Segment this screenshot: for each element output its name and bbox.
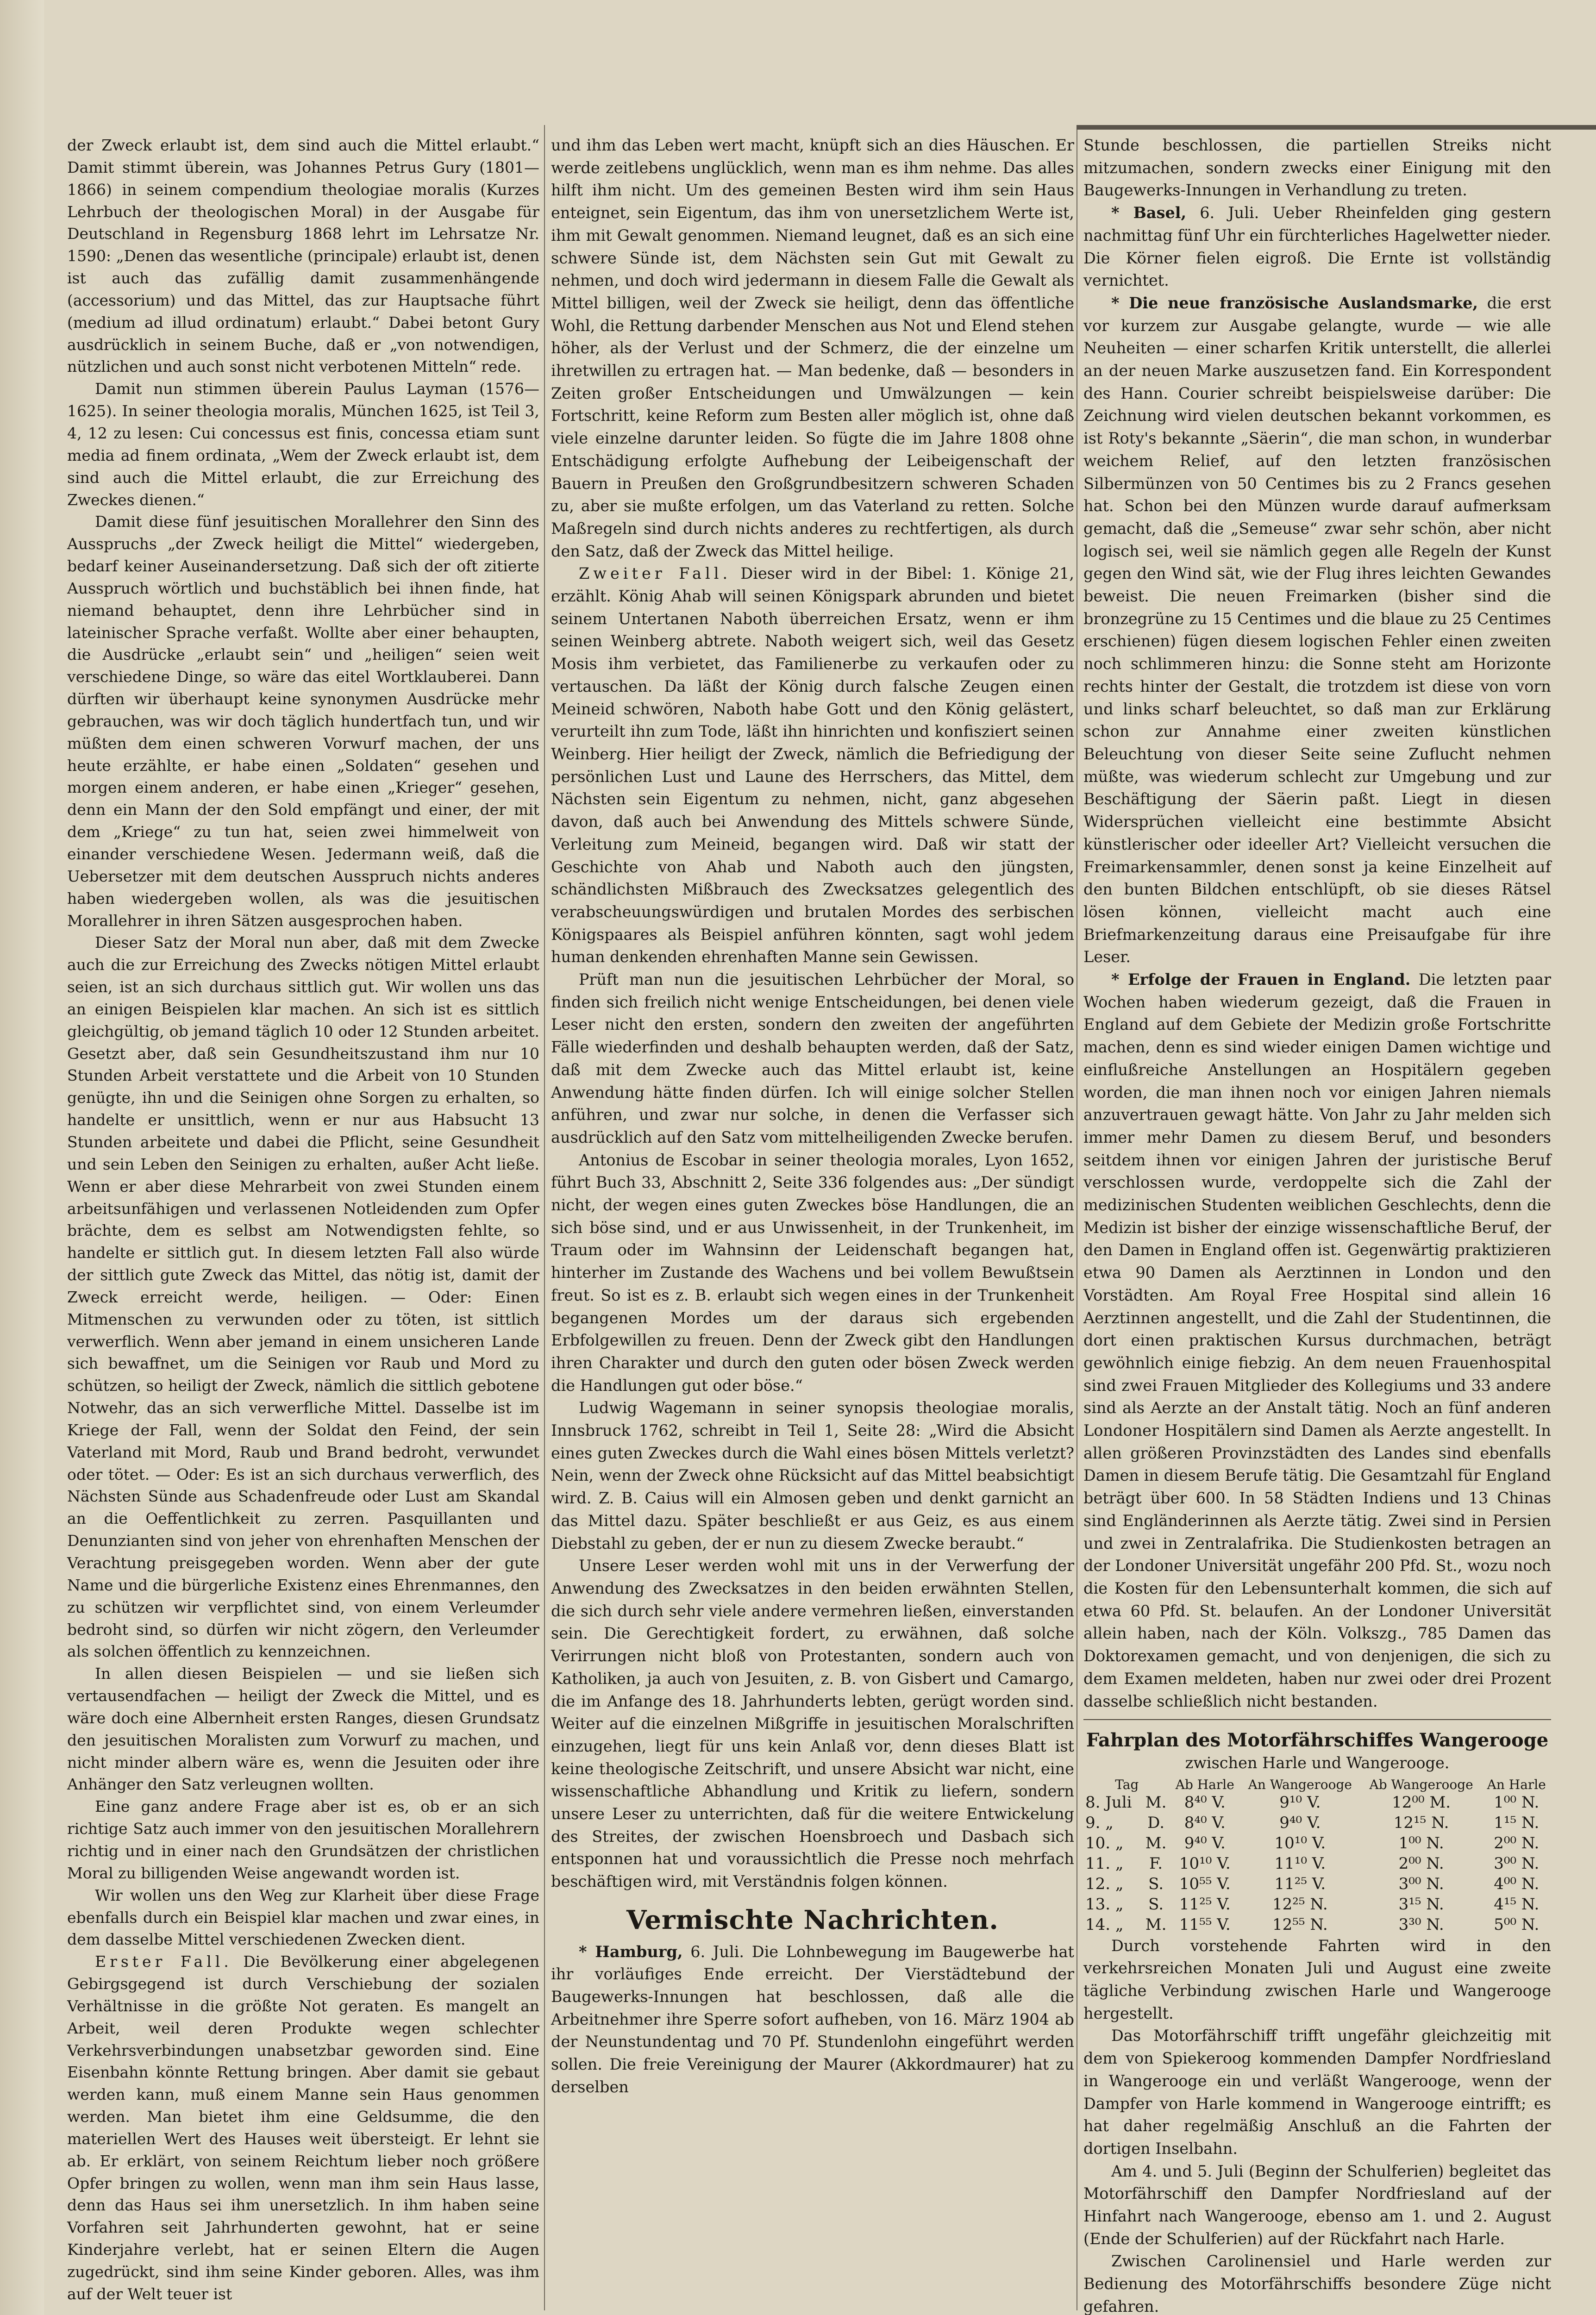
cell-time: 12⁰⁰ M. <box>1392 1793 1451 1812</box>
newspaper-page <box>44 0 1596 2315</box>
erster-fall-text: Die Bevölkerung einer abgelegenen Gebirgsgegend ist durch Verschiebung der sozialen Verhältnisse in die größte Not geraten. Es mangelt an Arbeit, weil deren Produkte wegen schlechter Verkehrsverbindungen unabsetzbar geworden sind. Eine Eisenbahn könnte Rettung bringen. Aber damit sie gebaut werden kann, muß einem Manne sein Haus genommen werden. Man bietet ihm eine Geldsumme, die den materiellen Wert des Hauses weit übersteigt. Er lehnt sie ab. Er erklärt, von seinem Reichtum lieber noch größere Opfer bringen zu wollen, wenn man ihm sein Haus lasse, denn das Haus sei ihm unersetzlich. In ihm haben seine Vorfahren seit Jahrhunderten gewohnt, hat er seine Kinderjahre verlebt, hat er seinen Eltern die Augen zugedrückt, sind ihm seine Kinder geboren. Alles, was ihm auf der Welt teuer ist <box>67 1952 539 2303</box>
erster-fall-paragraph <box>67 1951 539 2305</box>
frauen-paragraph <box>1083 969 1551 1713</box>
cell-time: 1¹⁵ N. <box>1494 1813 1540 1832</box>
cell-time: 3⁰⁰ N. <box>1494 1854 1540 1873</box>
zweiter-fall-text: Dieser wird in der Bibel: 1. Könige 21, erzählt. König Ahab will seinen Königspark abrunden und bietet seinem Untertanen Naboth überreichen Ersatz, wenn er ihm seinen Weinberg abtrete. Naboth weigert sich, weil das Gesetz Mosis ihm verbietet, das Familienerbe zu verkaufen oder zu vertauschen. Da läßt der König durch falsche Zeugen einen Meineid schwören, Naboth habe Gott und den König gelästert, verurteilt ihn zum Tode, läßt ihn hinrichten und konfisziert seinen Weinberg. Hier heiligt der Zweck, nämlich die Befriedigung der persönlichen Lust und Laune des Herrschers, das Mittel, dem Nächsten sein Eigentum zu nehmen, nicht, ganz abgesehen davon, daß auch bei Anwendung des Mittels schwere Sünde, Verleitung zum Meineid, begangen wird. Daß wir statt der Geschichte von Ahab und Naboth auch den jüngsten, schändlichsten Mißbrauch des Zwecksatzes gelegentlich des verabscheuungswürdigen und brutalen Mordes des serbischen Königspaares als Beispiel anführen könnten, sagt wohl jedem human denkenden ehrenhaften Manne sein Gewissen. <box>551 564 1074 966</box>
cell-date: 11. „ <box>1085 1854 1124 1873</box>
timetable <box>1083 1777 1551 1935</box>
cell-time: 9¹⁰ V. <box>1279 1793 1321 1812</box>
cell-time: 1⁰⁰ N. <box>1398 1833 1444 1852</box>
table-row <box>1083 1833 1551 1853</box>
cell-time: 3⁰⁰ N. <box>1398 1874 1444 1893</box>
cell-time: 9⁴⁰ V. <box>1279 1813 1321 1832</box>
paragraph: Durch vorstehende Fahrten wird in den verkehrsreichen Monaten Juli und August eine zweite tägliche Verbindung zwischen Harle und Wangerooge hergestellt. <box>1083 1936 1551 2022</box>
paragraph: Antonius de Escobar in seiner theologia morales, Lyon 1652, führt Buch 33, Abschnitt 2, Seite 336 folgendes aus: „Der sündigt nicht, der wegen eines guten Zweckes böse Handlungen, die an sich böse sind, und er aus Unwissenheit, in der Trunkenheit, im Traum oder im Wahnsinn der Leidenschaft begangen hat, hinterher im Zustande des Wachens und bei vollem Bewußtsein freut. So ist es z. B. erlaubt sich wegen eines in der Trunkenheit begangenen Mordes um der daraus sich ergebenden Erbfolgewillen zu freuen. Denn der Zweck gibt den Handlungen ihren Charakter und durch den guten oder bösen Zweck werden die Handlungen gut oder böse.“ <box>551 1151 1074 1395</box>
header-an-harle: An Harle <box>1487 1777 1546 1792</box>
hamburg-text: 6. Juli. Die Lohnbewegung im Baugewerbe hat ihr vorläufiges Ende erreicht. Der Vierstädtebund der Baugewerks-Innungen hat beschlossen, daß alle die Arbeitnehmer ihre Sperre sofort aufheben, von 16. März 1904 ab der Neunstundentag und 70 Pf. Stundenlohn eingeführt werden sollen. Die freie Vereinigung der Maurer (Akkordmaurer) hat zu derselben <box>551 1942 1074 2096</box>
cell-time: 11¹⁰ V. <box>1274 1854 1326 1873</box>
frauen-title: * Erfolge der Frauen in England. <box>1111 970 1411 989</box>
section-heading: Vermischte Nachrichten. <box>626 1904 999 1935</box>
cell-weekday: F. <box>1149 1854 1163 1873</box>
column-rule-1 <box>544 125 545 2310</box>
top-rule <box>1077 125 1596 130</box>
cell-time: 2⁰⁰ N. <box>1494 1833 1540 1852</box>
table-row <box>1083 1894 1551 1915</box>
cell-time: 8⁴⁰ V. <box>1184 1793 1226 1812</box>
table-row <box>1083 1915 1551 1935</box>
cell-time: 2⁰⁰ N. <box>1398 1854 1444 1873</box>
header-day: Tag <box>1115 1777 1139 1792</box>
cell-time: 11⁵⁵ V. <box>1179 1915 1231 1934</box>
paragraph: Ludwig Wagemann in seiner synopsis theologiae moralis, Innsbruck 1762, schreibt in Teil 1, Seite 28: „Wird die Absicht eines guten Zweckes durch die Wahl eines bösen Mittels verletzt? Nein, wenn der Zweck ohne Rücksicht auf das Mittel beabsichtigt wird. Z. B. Caius will ein Almosen geben und denkt garnicht an das Mittel dazu. Später beschließt er aus Geiz, es aus einem Diebstahl zu geben, der er nun zu diesem Zwecke beraubt.“ <box>551 1399 1074 1552</box>
cell-time: 1⁰⁰ N. <box>1494 1793 1540 1812</box>
cell-time: 5⁰⁰ N. <box>1494 1915 1540 1934</box>
paragraph: Das Motorfährschiff trifft ungefähr gleichzeitig mit dem von Spiekeroog kommenden Dampfer Nordfriesland in Wangerooge ein und verläßt Wangerooge, wenn der Dampfer von Harle kommend in Wangerooge eintrifft; es hat daher regelmäßig Anschluß an die Fahrten der dortigen Inselbahn. <box>1083 2027 1551 2158</box>
cell-time: 3³⁰ N. <box>1398 1915 1444 1934</box>
paragraph: Damit diese fünf jesuitischen Morallehrer den Sinn des Ausspruchs „der Zweck heiligt die Mittel“ wiedergeben, bedarf keiner Auseinandersetzung. Daß sich der oft zitierte Ausspruch wörtlich und buchstäblich bei ihnen finde, hat niemand behauptet, denn ihre Lehrbücher sind in lateinischer Sprache verfaßt. Wollte aber einer behaupten, die Ausdrücke „erlaubt sein“ und „heiligen“ seien weit verschiedene Dinge, so wäre das eitel Wortklauberei. Dann dürften wir überhaupt keine synonymen Ausdrücke mehr gebrauchen, was wir doch täglich hundertfach tun, und wir müßten dem einen schweren Vorwurf machen, der uns heute erzählte, er habe einen „Soldaten“ gesehen und morgen einem anderen, er habe einen „Krieger“ gesehen, denn ein Mann der den Sold empfängt und einer, der mit dem „Kriege“ zu tun hat, seien zwei himmelweit von einander verschiedene Wesen. Jedermann weiß, daß die Uebersetzer mit dem deutschen Ausspruch nichts anderes haben wiedergeben wollen, als was die jesuitischen Morallehrer in ihren Sätzen ausgesprochen haben. <box>67 513 539 930</box>
paragraph: Damit nun stimmen überein Paulus Layman (1576—1625). In seiner theologia moralis, München 1625, ist Teil 3, 4, 12 zu lesen: Cui concessus est finis, concessa etiam sunt media ad finem ordinata, „Wem der Zweck erlaubt ist, dem sind auch die Mittel erlaubt, die zur Erreichung des Zweckes dienen.“ <box>67 380 539 509</box>
erster-fall-label: Erster Fall. <box>95 1952 232 1971</box>
paragraph: Unsere Leser werden wohl mit uns in der Verwerfung der Anwendung des Zwecksatzes in den beiden erwähnten Stellen, die sich durch sehr viele andere vermehren ließen, einverstanden sein. Die Gerechtigkeit fordert, zu erwähnen, daß solche Verirrungen nicht bloß von Protestanten, sondern auch von Katholiken, ja auch von Jesuiten, z. B. von Gisbert und Camargo, die im Anfange des 18. Jahrhunderts lebten, gerügt worden sind. Weiter auf die einzelnen Mißgriffe in jesuitischen Moralschriften einzugehen, liegt für uns kein Anlaß vor, denn dieses Blatt ist keine theologische Zeitschrift, und unsere Absicht war nicht, eine wissenschaftliche Abhandlung und Kritik zu liefern, sondern unsere Leser zu unterrichten, daß für die weitere Entwickelung des Streites, der zwischen Hoensbroech und Dasbach sich entsponnen hat und voraussichtlich die Presse noch mehrfach beschäftigen wird, mit Verständnis folgen können. <box>551 1557 1074 1891</box>
page-edge <box>0 0 44 2315</box>
cell-time: 10⁵⁵ V. <box>1179 1874 1231 1893</box>
cell-time: 10¹⁰ V. <box>1274 1833 1326 1852</box>
marke-text: die erst vor kurzem zur Ausgabe gelangte, wurde — wie alle Neuheiten — einer scharfen Kritik unterstellt, die allerlei an der neuen Marke auszusetzen fand. Ein Korrespondent des Hann. Courier schreibt beispielsweise darüber: Die Zeichnung wird vielen deutschen bekannt vorkommen, es ist Roty's bekannte „Säerin“, die man schon, in wunderbar weichem Relief, auf den letzten französischen Silbermünzen von 50 Centimes bis zu 2 Francs gesehen hat. Schon bei den Münzen wurde darauf aufmerksam gemacht, daß die „Semeuse“ zwar sehr schön, aber nicht logisch sei, weil sie nämlich gegen alle Regeln der Kunst gegen den Wind sät, wie der Flug ihres leichten Gewandes beweist. Die neuen Freimarken (bisher sind die bronzegrüne zu 15 Centimes und die blaue zu 25 Centimes erschienen) fügen diesem logischen Fehler einen zweiten noch schlimmeren hinzu: die Sonne steht am Horizonte rechts hinter der Gestalt, die trotzdem ist diese von vorn und links scharf beleuchtet, so daß man zur Erklärung schon zur Annahme einer zweiten künstlichen Beleuchtung von dieser Seite seine Zuflucht nehmen müßte, was wiederum schlecht zur Umgebung und zur Beschäftigung der Säerin paßt. Liegt in diesen Widersprüchen vielleicht eine bestimmte Absicht künstlerischer oder ideeller Art? Vielleicht versuchen die Freimarkensammler, denen sonst ja keine Einzelheit auf den bunten Bildchen entschlüpft, ob sie dieses Rätsel lösen können, vielleicht macht auch eine Briefmarkenzeitung daraus eine Preisaufgabe für ihre Leser. <box>1083 294 1551 966</box>
paragraph: Stunde beschlossen, die partiellen Streiks nicht mitzumachen, sondern zwecks einer Einigung mit den Baugewerks-Innungen in Verhandlung zu treten. <box>1083 136 1551 200</box>
cell-time: 11²⁵ V. <box>1274 1874 1326 1893</box>
dateline-basel: * Basel, <box>1111 204 1187 222</box>
cell-date: 13. „ <box>1085 1895 1124 1914</box>
zweiter-fall-label: Zweiter Fall. <box>579 564 732 583</box>
cell-date: 12. „ <box>1085 1874 1124 1893</box>
paragraph: und ihm das Leben wert macht, knüpft sich an dies Häuschen. Er werde zeitlebens unglücklich, wenn man es ihm nehme. Das alles hilft ihm nicht. Um des gemeinen Besten wird ihm sein Haus enteignet, sein Eigentum, das ihm von unersetzlichem Werte ist, ihm mit Gewalt genommen. Niemand leugnet, daß es an sich eine schwere Sünde ist, dem Nächsten sein Gut mit Gewalt zu nehmen, und doch wird jedermann in diesem Falle die Gewalt als Mittel billigen, weil der Zweck sie heiligt, denn das öffentliche Wohl, die Rettung darbender Menschen aus Not und Elend stehen höher, als der Verlust und der Schmerz, die der einzelne um ihretwillen zu ertragen hat. — Man bedenke, daß — besonders in Zeiten großer Entscheidungen und Umwälzungen — kein Fortschritt, keine Reform zum Besten aller möglich ist, ohne daß viele einzelne darunter leiden. So fügte die im Jahre 1808 ohne Entschädigung erfolgte Aufhebung der Leibeigenschaft der Bauern in Preußen den Großgrundbesitzern schweren Schaden zu, aber sie mußte erfolgen, um das Vaterland zu retten. Solche Maßregeln sind durch nichts anderes zu rechtfertigen, als durch den Satz, daß der Zweck das Mittel heilige. <box>551 136 1074 560</box>
cell-weekday: S. <box>1148 1874 1164 1893</box>
cell-date: 9. „ <box>1085 1813 1114 1832</box>
column-3 <box>1083 134 1551 2315</box>
cell-time: 4⁰⁰ N. <box>1494 1874 1540 1893</box>
paragraph: Wir wollen uns den Weg zur Klarheit über diese Frage ebenfalls durch ein Beispiel klar machen und zwar eines, in dem dasselbe Mittel verschiedenen Zwecken dient. <box>67 1886 539 1949</box>
paragraph: Dieser Satz der Moral nun aber, daß mit dem Zwecke auch die zur Erreichung des Zwecks nötigen Mittel erlaubt seien, ist an sich durchaus sittlich gut. Wir wollen uns das an einigen Beispielen klar machen. An sich ist es sittlich gleichgültig, ob jemand täglich 10 oder 12 Stunden arbeitet. Gesetzt aber, daß sein Gesundheitszustand ihm nur 10 Stunden Arbeit verstattete und die Arbeit von 10 Stunden genügte, ihn und die Seinigen ohne Sorgen zu erhalten, so handelte er unsittlich, wenn er nur aus Habsucht 13 Stunden arbeitete und dabei die Pflicht, seine Gesundheit und sein Leben den Seinigen zu erhalten, außer Acht ließe. Wenn er aber diese Mehrarbeit von zwei Stunden einem arbeitsunfähigen und verlassenen Notleidenden zum Opfer brächte, dem es selbst am Notwendigsten fehlte, so handelte er sittlich gut. In diesem letzten Fall also würde der sittlich gute Zweck das Mittel, das nötig ist, damit der Zweck erreicht werde, heiligen. — Oder: Einen Mitmenschen zu verwunden oder zu töten, ist sittlich verwerflich. Wenn aber jemand in einem unsicheren Lande sich bewaffnet, um die Seinigen vor Raub und Mord zu schützen, so heiligt der Zweck, nämlich die sittlich gebotene Notwehr, das an sich verwerfliche Mittel. Dasselbe ist im Kriege der Fall, wenn der Soldat den Feind, der sein Vaterland mit Mord, Raub und Brand bedroht, verwundet oder tötet. — Oder: Es ist an sich durchaus verwerflich, des Nächsten Sünde aus Schadenfreude oder Lust am Skandal an die Oeffentlichkeit zu zerren. Pasquillanten und Denunzianten sind von jeher von ehrenhaften Menschen der Verachtung preisgegeben worden. Wenn aber der gute Name und die bürgerliche Existenz eines Ehrenmannes, den zu schützen wir verpflichtet sind, von einem Verleumder bedroht sind, so dürfen wir nicht zögern, den Verleumder als solchen öffentlich zu kennzeichnen. <box>67 933 539 1661</box>
divider <box>1083 1719 1551 1720</box>
table-row <box>1083 1874 1551 1894</box>
cell-time: 4¹⁵ N. <box>1494 1895 1540 1914</box>
cell-date: 10. „ <box>1085 1833 1124 1852</box>
cell-time: 8⁴⁰ V. <box>1184 1813 1226 1832</box>
marke-paragraph <box>1083 292 1551 969</box>
paragraph: In allen diesen Beispielen — und sie ließen sich vertausendfachen — heiligt der Zweck die Mittel, und es wäre doch eine Albernheit ersten Ranges, diesen Grundsatz den jesuitischen Moralisten zum Vorwurf zu machen, und nicht minder albern wäre es, wenn die Jesuiten oder ihre Anhänger den Satz verleugnen wollten. <box>67 1664 539 1794</box>
header-an-wangerooge: An Wangerooge <box>1248 1777 1352 1792</box>
cell-weekday: M. <box>1145 1915 1167 1934</box>
header-ab-harle: Ab Harle <box>1175 1777 1234 1792</box>
basel-paragraph <box>1083 202 1551 292</box>
timetable-title: Fahrplan des Motorfährschiffes Wangerooge <box>1086 1729 1549 1752</box>
cell-time: 9⁴⁰ V. <box>1184 1833 1226 1852</box>
column-1 <box>67 134 539 2305</box>
cell-time: 3¹⁵ N. <box>1398 1895 1444 1914</box>
cell-date: 8. Juli <box>1085 1793 1132 1812</box>
cell-time: 12¹⁵ N. <box>1393 1813 1449 1832</box>
marke-title: * Die neue französische Auslandsmarke, <box>1111 294 1478 312</box>
cell-time: 12⁵⁵ N. <box>1272 1915 1328 1934</box>
cell-time: 12²⁵ N. <box>1272 1895 1328 1914</box>
cell-weekday: M. <box>1145 1833 1167 1852</box>
paragraph: der Zweck erlaubt ist, dem sind auch die Mittel erlaubt.“ Damit stimmt überein, was Johannes Petrus Gury (1801—1866) in seinem compendium theologiae moralis (Kurzes Lehrbuch der theologischen Moral) in der Ausgabe für Deutschland in Regensburg 1868 lehrt im Lehrsatze Nr. 1590: „Denen das wesentliche (principale) erlaubt ist, denen ist auch das zufällig damit zusammenhängende (accessorium) und das Mittel, das zur Hauptsache führt (medium ad illud ordinatum) erlaubt.“ Dabei betont Gury ausdrücklich in seinem Buche, daß er „von notwendigen, nützlichen und auch sonst nicht verbotenen Mitteln“ rede. <box>67 136 539 376</box>
table-row <box>1083 1813 1551 1833</box>
column-2 <box>551 134 1074 2098</box>
dateline-hamburg: * Hamburg, <box>579 1942 683 1961</box>
table-row <box>1083 1853 1551 1874</box>
cell-time: 10¹⁰ V. <box>1179 1854 1231 1873</box>
timetable-subtitle: zwischen Harle und Wangerooge. <box>1185 1753 1450 1772</box>
frauen-text: Die letzten paar Wochen haben wiederum gezeigt, daß die Frauen in England auf dem Gebiete der Medizin große Fortschritte machen, denn es sind wieder einigen Damen wichtige und einflußreiche Anstellungen an Hospitälern gegeben worden, die man ihnen noch vor einigen Jahren niemals anzuvertrauen gewagt hätte. Von Jahr zu Jahr melden sich immer mehr Damen zu diesem Beruf, und besonders seitdem ihnen vor einigen Jahren der juristische Beruf verschlossen wurde, verdoppelte sich die Zahl der medizinischen Studenten weiblichen Geschlechts, denn die Medizin ist bisher der einzige wissenschaftliche Beruf, der den Damen in England offen ist. Gegenwärtig praktizieren etwa 90 Damen als Aerztinnen in London und den Vorstädten. Am Royal Free Hospital sind allein 16 Aerztinnen angestellt, und die Zahl der Studentinnen, die dort einen praktischen Kursus durchmachen, beträgt gewöhnlich einige fiebzig. An dem neuen Frauenhospital sind zwei Frauen Mitglieder des Kollegiums und 33 andere sind als Aerzte an der Anstalt tätig. Noch an fünf anderen Londoner Hospitälern sind Damen als Aerzte angestellt. In allen größeren Provinzstädten des Landes sind ebenfalls Damen in diesem Berufe tätig. Die Gesamtzahl für England beträgt über 600. In 58 Städten Indiens und 13 Chinas sind Engländerinnen als Aerzte tätig. Zwei sind in Persien und zwei in Zentralafrika. Die Studienkosten betragen an der Londoner Universität ungefähr 200 Pfd. St., wozu noch die Kosten für den Lebensunterhalt kommen, die sich auf etwa 60 Pfd. St. belaufen. An der Londoner Universität allein haben, nach der Köln. Volkszg., 785 Damen das Doktorexamen gemacht, und von denjenigen, die sich zu dem Examen meldeten, haben nur zwei oder drei Prozent dasselbe schließlich nicht bestanden. <box>1083 970 1551 1710</box>
header-ab-wangerooge: Ab Wangerooge <box>1369 1777 1473 1792</box>
cell-date: 14. „ <box>1085 1915 1124 1934</box>
paragraph: Am 4. und 5. Juli (Beginn der Schulferien) begleitet das Motorfährschiff den Dampfer Nordfriesland auf der Hinfahrt nach Wangerooge, ebenso am 1. und 2. August (Ende der Schulferien) auf der Rückfahrt nach Harle. <box>1083 2162 1551 2248</box>
table-row <box>1083 1792 1551 1813</box>
cell-weekday: S. <box>1148 1895 1164 1914</box>
cell-weekday: D. <box>1147 1813 1164 1832</box>
paragraph: Zwischen Carolinensiel und Harle werden zur Bedienung des Motorfährschiffs besondere Züge nicht gefahren. <box>1083 2252 1551 2315</box>
basel-text: 6. Juli. Ueber Rheinfelden ging gestern nachmittag fünf Uhr ein fürchterliches Hagelwetter nieder. Die Körner fielen eigroß. Die Ernte ist vollständig vernichtet. <box>1083 204 1551 290</box>
paragraph: Prüft man nun die jesuitischen Lehrbücher der Moral, so finden sich freilich nicht wenige Entscheidungen, bei denen viele Leser nicht den ersten, sondern den zweiten der angeführten Fälle wiederfinden und deshalb behaupten werden, daß der Satz, daß mit dem Zwecke auch das Mittel erlaubt ist, keine Anwendung hätte finden dürfen. Ich will einige solcher Stellen anführen, und zwar nur solche, in denen die Verfasser sich ausdrücklich auf den Satz vom mittelheiligenden Zwecke berufen. <box>551 970 1074 1146</box>
paragraph: Eine ganz andere Frage aber ist es, ob er an sich richtige Satz auch immer von den jesuitischen Morallehrern richtig und in einer nach den Grundsätzen der christlichen Moral zu billigenden Weise angewandt worden ist. <box>67 1797 539 1882</box>
cell-time: 11²⁵ V. <box>1179 1895 1231 1914</box>
hamburg-paragraph <box>551 1941 1074 2099</box>
cell-weekday: M. <box>1145 1793 1167 1812</box>
zweiter-fall-paragraph <box>551 563 1074 969</box>
